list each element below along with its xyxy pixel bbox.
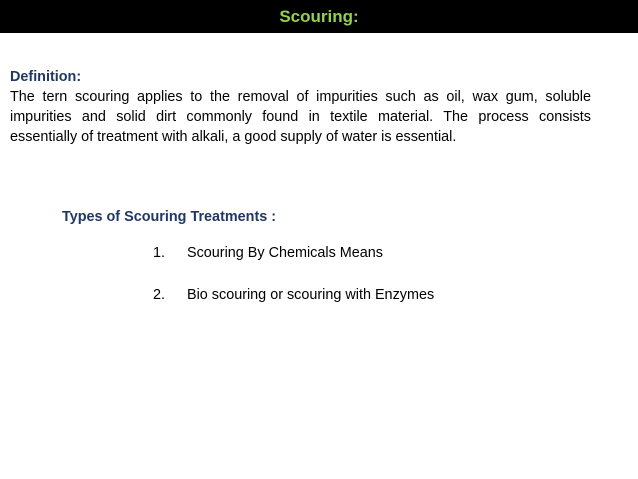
list-item-label: Scouring By Chemicals Means xyxy=(187,245,383,261)
treatment-list xyxy=(153,243,434,327)
slide-title: Scouring: xyxy=(279,7,359,26)
title-bar xyxy=(0,0,638,33)
list-item xyxy=(153,243,434,263)
definition-text: The tern scouring applies to the removal of impurities such as oil, wax gum, soluble impurities and solid dirt commonly found in textile material. The process consists essentially of treatment with alkali, a good supply of water is essential. xyxy=(10,89,591,145)
list-item-label: Bio scouring or scouring with Enzymes xyxy=(187,287,435,303)
definition-block xyxy=(10,67,591,147)
list-item-number: 1. xyxy=(153,245,166,261)
list-item xyxy=(153,285,434,305)
list-item-number: 2. xyxy=(153,287,166,303)
definition-heading: Definition: xyxy=(10,69,82,85)
types-heading: Types of Scouring Treatments : xyxy=(62,209,277,225)
